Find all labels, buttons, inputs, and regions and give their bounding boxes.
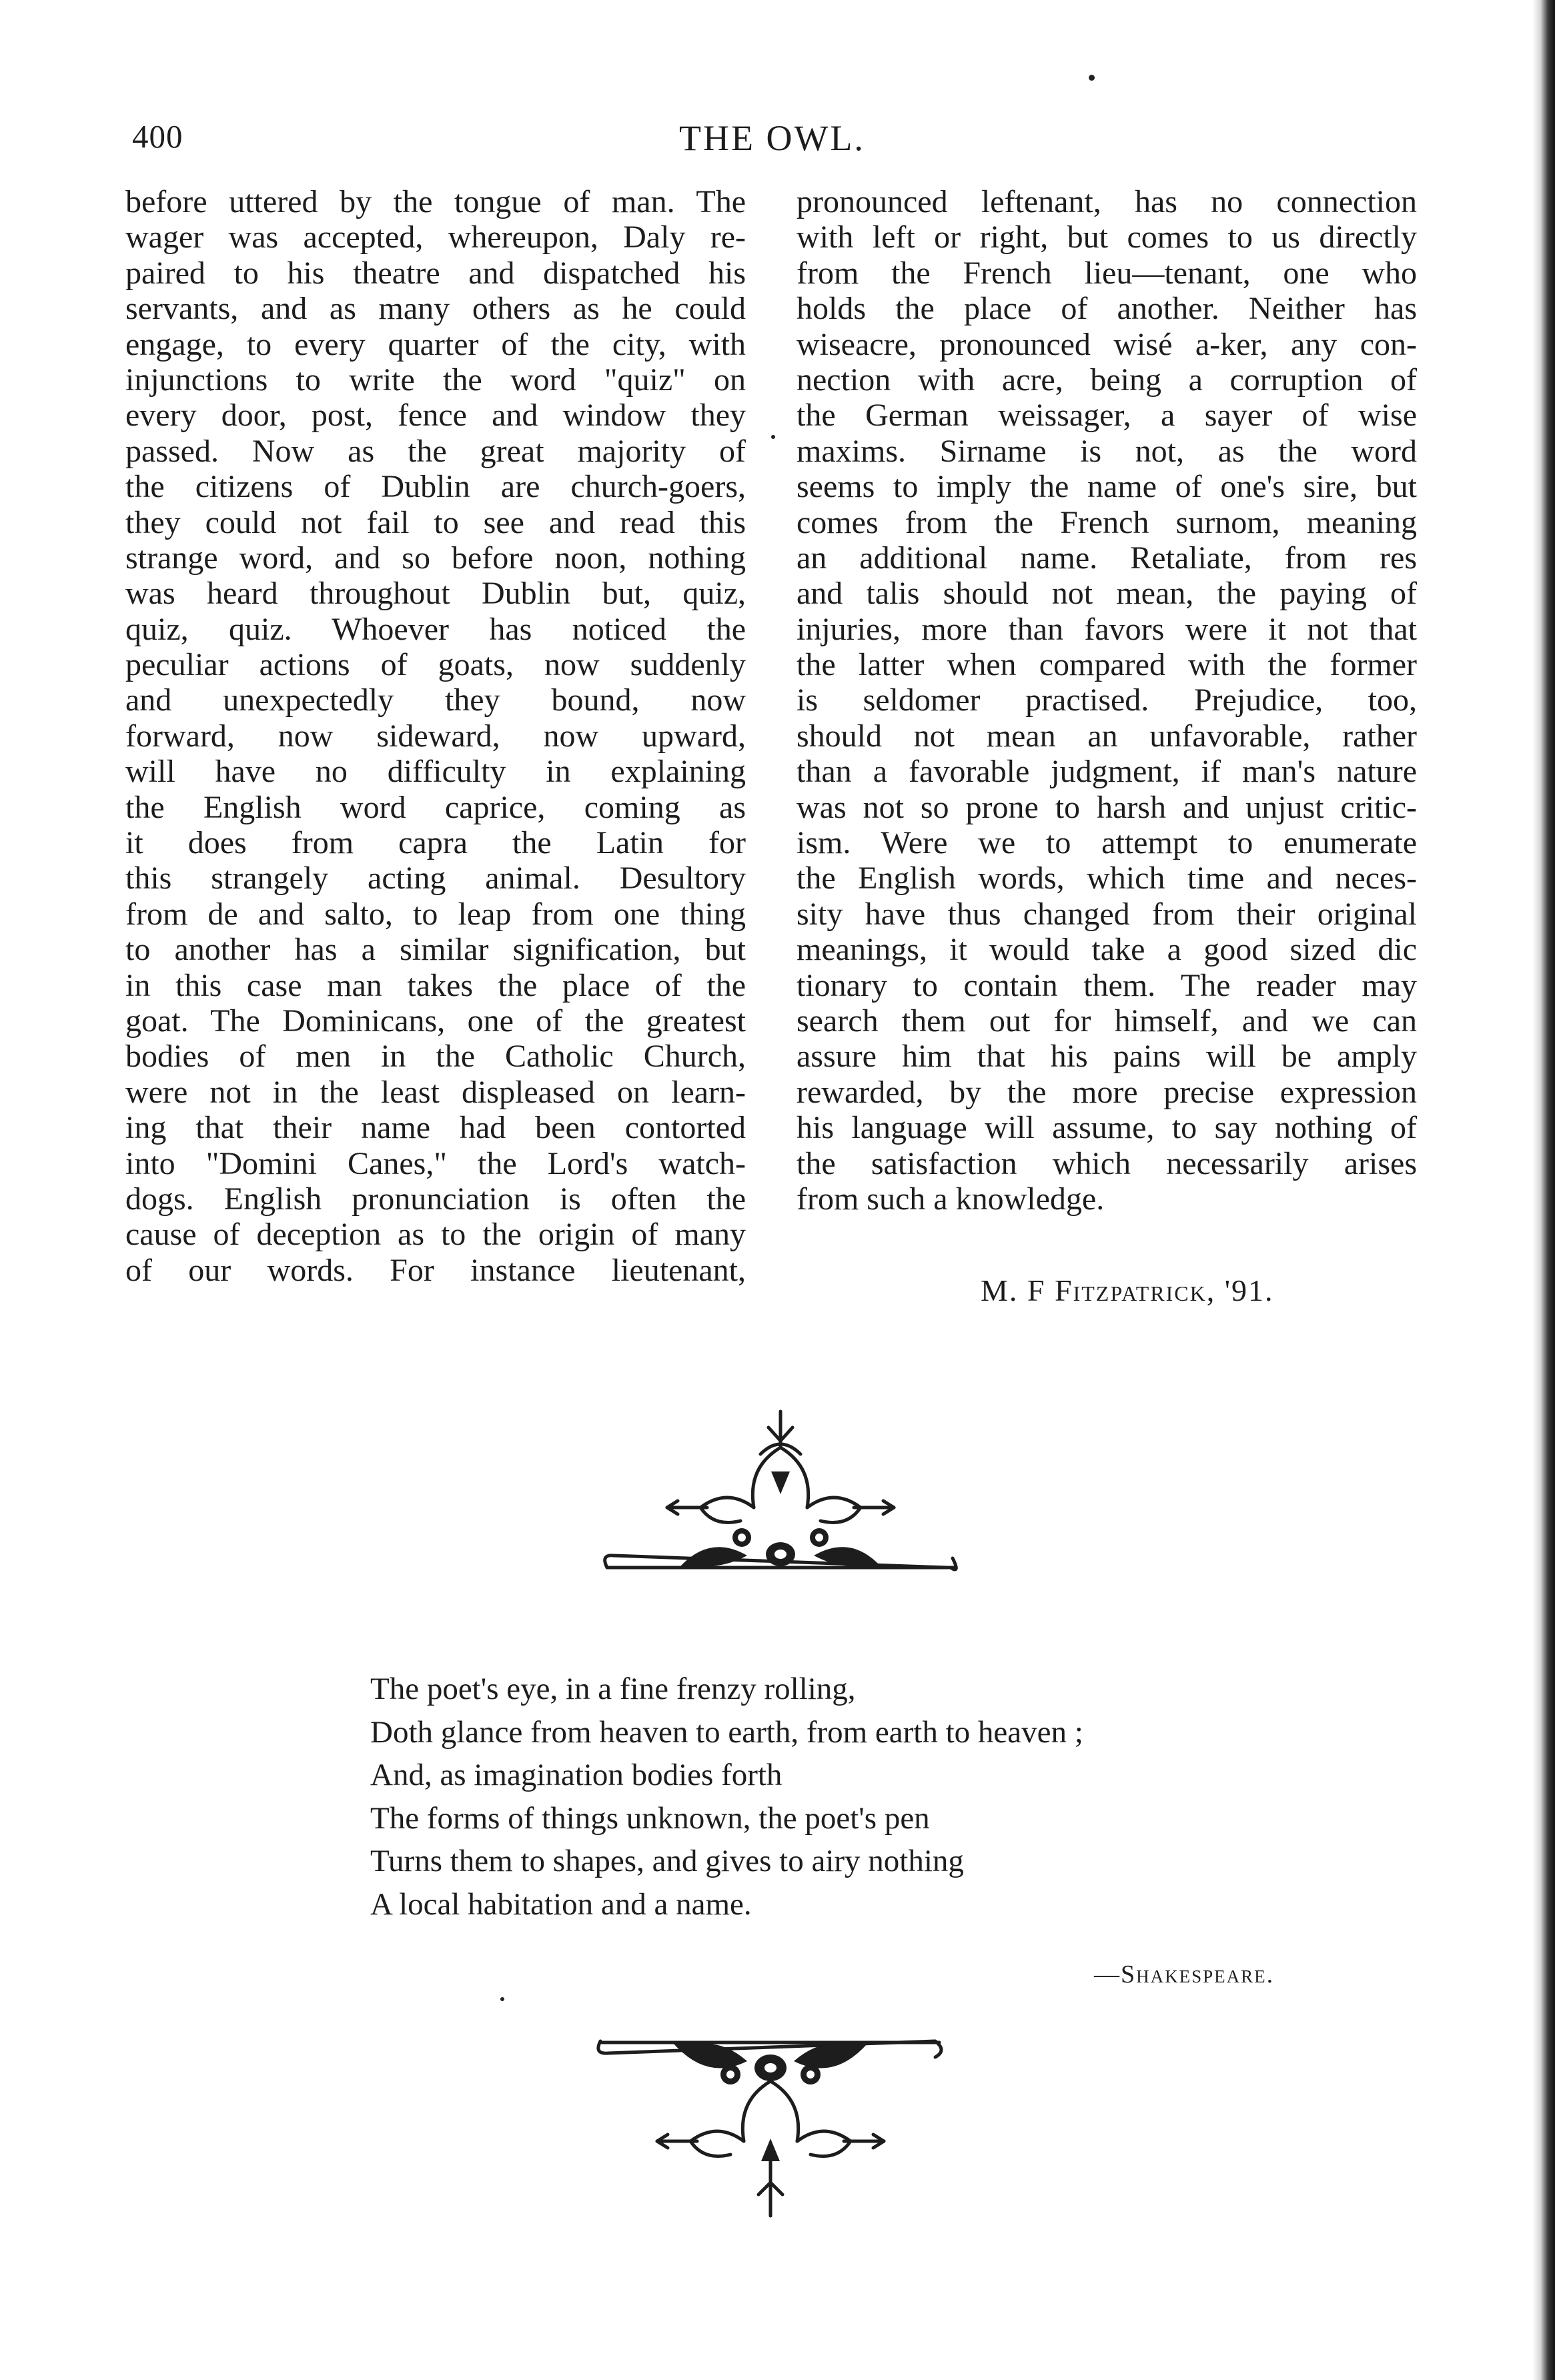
text-line: forward, now sideward, now upward, xyxy=(125,718,746,754)
text-line: the English words, which time and neces- xyxy=(797,860,1417,897)
author-signature xyxy=(981,1273,1274,1308)
running-title: THE OWL. xyxy=(679,118,865,158)
text-line: injunctions to write the word "quiz" on xyxy=(125,362,746,398)
print-speck xyxy=(500,1997,504,2001)
text-line: his language will assume, to say nothing of xyxy=(797,1110,1417,1146)
text-line: will have no difficulty in explaining xyxy=(125,754,746,790)
signature-text: M. F Fitzpatrick, '91. xyxy=(981,1273,1274,1307)
right-column xyxy=(797,184,1417,1217)
text-line: search them out for himself, and we can xyxy=(797,1003,1417,1039)
text-line: from the French lieu—tenant, one who xyxy=(797,255,1417,291)
poem-line: Turns them to shapes, and gives to airy nothing xyxy=(370,1844,964,1878)
scroll-ornament-icon xyxy=(594,1407,967,1581)
text-line: cause of deception as to the origin of many xyxy=(125,1217,746,1253)
text-line: were not in the least displeased on learn- xyxy=(125,1074,746,1110)
text-line: was heard throughout Dublin but, quiz, xyxy=(125,576,746,612)
text-line: before uttered by the tongue of man. The xyxy=(125,184,746,219)
text-line: the satisfaction which necessarily arises xyxy=(797,1145,1417,1181)
text-line: quiz, quiz. Whoever has noticed the xyxy=(125,611,746,647)
attribution-text: —Shakespeare. xyxy=(1094,1960,1275,1988)
print-speck xyxy=(771,435,775,439)
poem-line: The forms of things unknown, the poet's pen xyxy=(370,1800,930,1836)
text-line: bodies of men in the Catholic Church, xyxy=(125,1039,746,1075)
page-number: 400 xyxy=(132,118,183,155)
text-line: with left or right, but comes to us directly xyxy=(797,219,1417,255)
text-line: strange word, and so before noon, nothing xyxy=(125,540,746,576)
text-line: the citizens of Dublin are church-goers, xyxy=(125,469,746,505)
page-header xyxy=(132,117,1421,164)
text-line: is seldomer practised. Prejudice, too, xyxy=(797,682,1417,718)
text-line: was not so prone to harsh and unjust critic- xyxy=(797,789,1417,825)
text-line: comes from the French surnom, meaning xyxy=(797,504,1417,540)
text-line: wiseacre, pronounced wisé a-ker, any con- xyxy=(797,326,1417,362)
text-line: of our words. For instance lieutenant, xyxy=(125,1252,746,1288)
text-line: maxims. Sirname is not, as the word xyxy=(797,433,1417,469)
print-speck xyxy=(1089,75,1095,81)
text-line: goat. The Dominicans, one of the greatest xyxy=(125,1003,746,1039)
text-line: every door, post, fence and window they xyxy=(125,398,746,434)
text-line: ism. Were we to attempt to enumerate xyxy=(797,825,1417,861)
text-line: wager was accepted, whereupon, Daly re- xyxy=(125,219,746,255)
text-line: nection with acre, being a corruption of xyxy=(797,362,1417,398)
text-line: this strangely acting animal. Desultory xyxy=(125,860,746,897)
text-line: ing that their name had been contorted xyxy=(125,1110,746,1146)
text-line: meanings, it would take a good sized dic xyxy=(797,932,1417,968)
poem-line: And, as imagination bodies forth xyxy=(370,1758,783,1792)
left-column xyxy=(125,184,746,1288)
text-line: servants, and as many others as he could xyxy=(125,291,746,327)
text-line: in this case man takes the place of the xyxy=(125,967,746,1003)
poem-line: A local habitation and a name. xyxy=(370,1886,752,1922)
text-line: from such a knowledge. xyxy=(797,1181,1105,1217)
poem-quotation xyxy=(370,1668,1083,1926)
text-line: pronounced leftenant, has no connection xyxy=(797,184,1417,219)
text-line: it does from capra the Latin for xyxy=(125,825,746,861)
text-line: to another has a similar signification, but xyxy=(125,932,746,968)
text-line: and talis should not mean, the paying of xyxy=(797,576,1417,612)
text-line: paired to his theatre and dispatched his xyxy=(125,255,746,291)
text-line: peculiar actions of goats, now suddenly xyxy=(125,647,746,683)
text-line: rewarded, by the more precise expression xyxy=(797,1074,1417,1110)
text-line: the English word caprice, coming as xyxy=(125,789,746,825)
text-line: holds the place of another. Neither has xyxy=(797,291,1417,327)
scroll-ornament-inverted-icon xyxy=(594,2028,947,2221)
text-line: seems to imply the name of one's sire, but xyxy=(797,469,1417,505)
text-line: should not mean an unfavorable, rather xyxy=(797,718,1417,754)
text-line: an additional name. Retaliate, from res xyxy=(797,540,1417,576)
text-line: engage, to every quarter of the city, with xyxy=(125,326,746,362)
text-line: dogs. English pronunciation is often the xyxy=(125,1181,746,1217)
poem-line: The poet's eye, in a fine frenzy rolling, xyxy=(370,1672,856,1706)
text-line: and unexpectedly they bound, now xyxy=(125,682,746,718)
page-edge-shadow xyxy=(1532,0,1555,2380)
text-line: passed. Now as the great majority of xyxy=(125,433,746,469)
text-line: sity have thus changed from their original xyxy=(797,896,1417,932)
text-line: assure him that his pains will be amply xyxy=(797,1039,1417,1075)
text-line: tionary to contain them. The reader may xyxy=(797,967,1417,1003)
poem-line: Doth glance from heaven to earth, from earth to heaven ; xyxy=(370,1714,1083,1750)
poem-attribution xyxy=(1094,1960,1274,1989)
text-line: the latter when compared with the former xyxy=(797,647,1417,683)
text-line: injuries, more than favors were it not that xyxy=(797,611,1417,647)
text-line: into "Domini Canes," the Lord's watch- xyxy=(125,1145,746,1181)
text-line: from de and salto, to leap from one thing xyxy=(125,896,746,932)
text-line: than a favorable judgment, if man's nature xyxy=(797,754,1417,790)
text-line: the German weissager, a sayer of wise xyxy=(797,398,1417,434)
text-line: they could not fail to see and read this xyxy=(125,504,746,540)
